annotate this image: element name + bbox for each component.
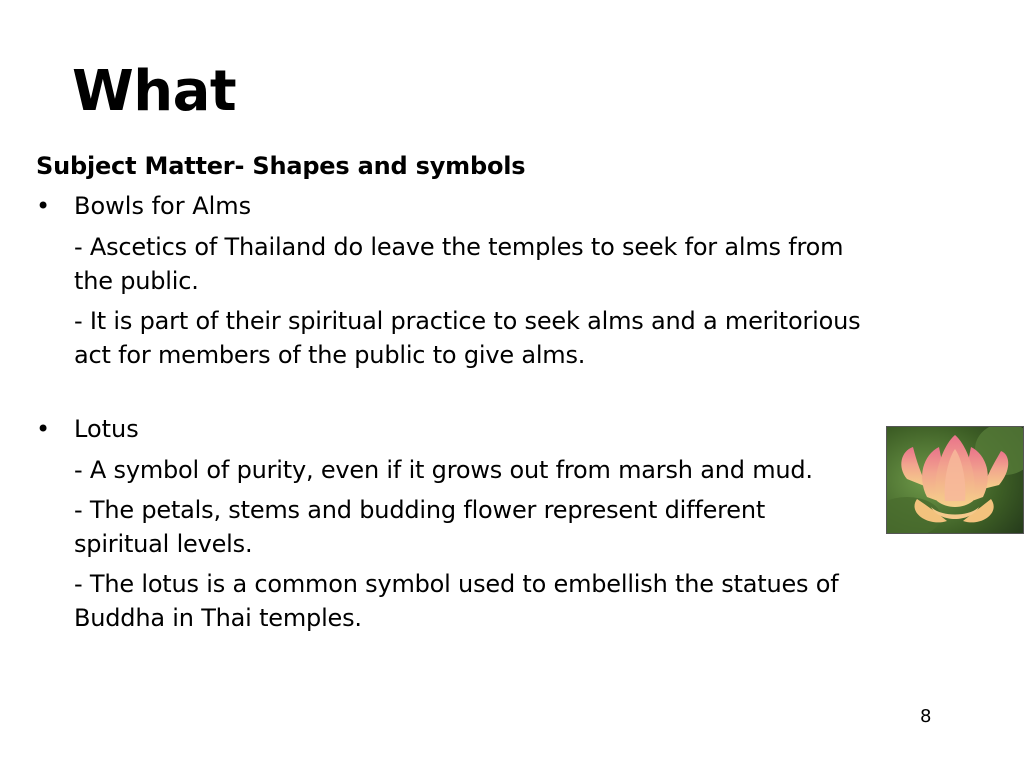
lotus-flower-photo [886, 426, 1024, 534]
sub-point: - Ascetics of Thailand do leave the temples to seek for alms from the public. [74, 233, 844, 295]
spacer [36, 378, 866, 409]
slide-title: What [72, 59, 237, 124]
slide-body [36, 146, 866, 641]
bullet-dot-icon: • [36, 415, 51, 443]
sub-point: - A symbol of purity, even if it grows out from marsh and mud. [74, 456, 813, 484]
bullet-item-lotus [36, 409, 866, 450]
bullet-label: Lotus [74, 415, 139, 443]
sub-point: - It is part of their spiritual practice to seek alms and a meritorious act for members of the public to give alms. [74, 307, 861, 369]
page-number: 8 [920, 706, 932, 727]
bullet-item-bowls [36, 186, 866, 227]
bullet-label: Bowls for Alms [74, 192, 252, 220]
sub-point: - The petals, stems and budding flower represent different spiritual levels. [74, 496, 766, 558]
bullet-dot-icon: • [36, 192, 51, 220]
slide-subtitle: Subject Matter- Shapes and symbols [36, 152, 526, 180]
sub-point: - The lotus is a common symbol used to embellish the statues of Buddha in Thai temples. [74, 570, 839, 632]
lotus-flower-icon [887, 427, 1023, 533]
